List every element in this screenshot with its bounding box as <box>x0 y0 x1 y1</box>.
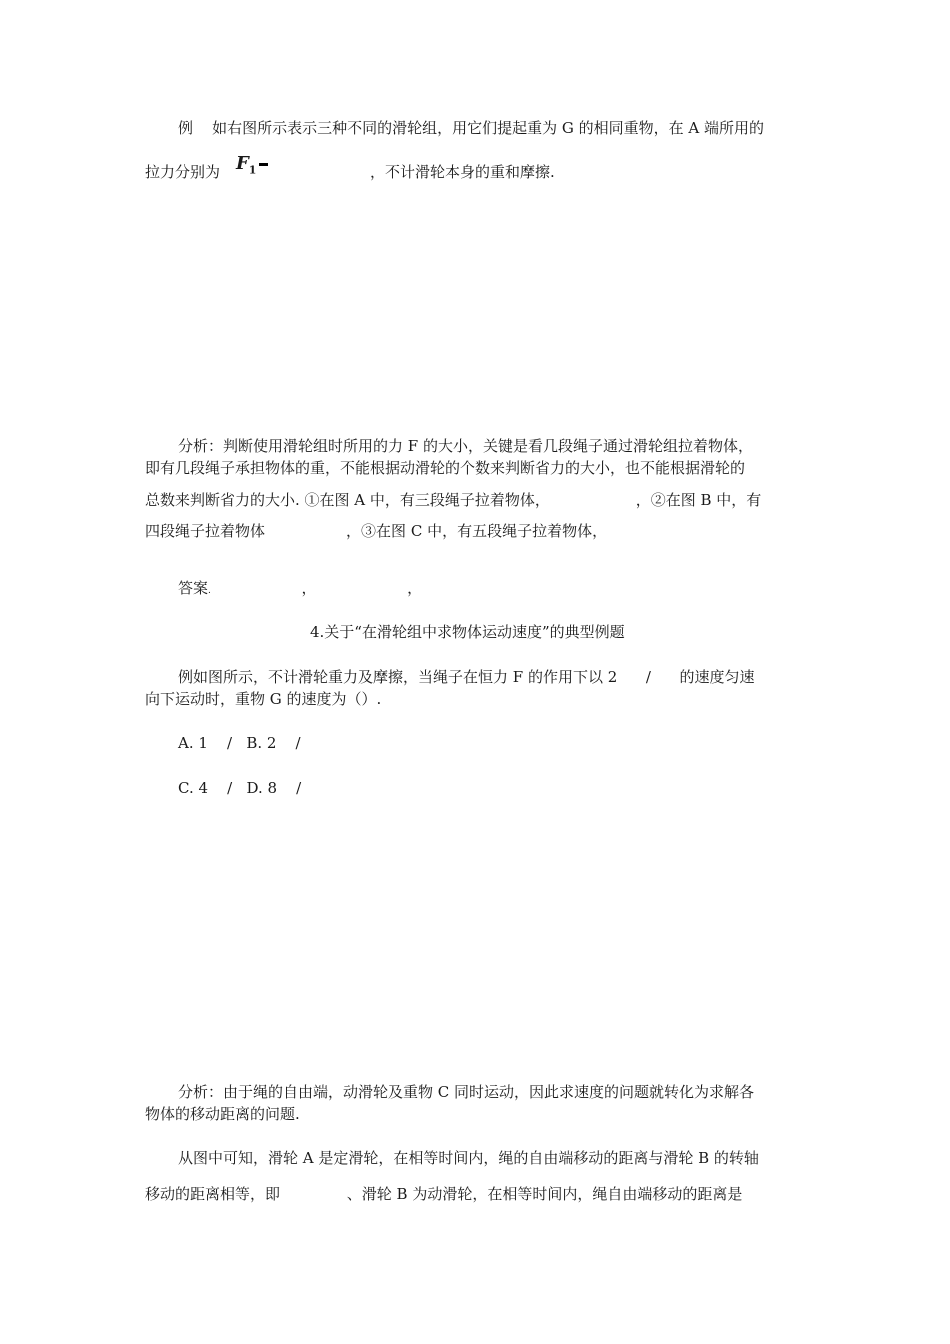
example2-options-cd: C. 4 / D. 8 / <box>178 779 302 797</box>
equation-f-subscript: 1 <box>248 163 257 177</box>
analysis1-line2: 即有几段绳子承担物体的重，不能根据动滑轮的个数来判断省力的大小，也不能根据滑轮的 <box>145 459 746 477</box>
answer1-label: 答案 <box>178 579 209 597</box>
example2-options-ab: A. 1 / B. 2 / <box>178 734 301 752</box>
answer1-blanks: ， ， <box>210 579 423 597</box>
equation-equals-mark <box>259 163 268 166</box>
paragraph-line2: 移动的距离相等，即 、滑轮 B 为动滑轮，在相等时间内，绳自由端移动的距离是 <box>145 1185 743 1203</box>
answer1 <box>178 578 422 601</box>
example1-line2-left: 拉力分别为 <box>145 163 221 181</box>
example1-line1: 例 如右图所示表示三种不同的滑轮组，用它们提起重为 G 的相同重物，在 A 端所用的 <box>178 119 764 137</box>
example2-line1: 例如图所示，不计滑轮重力及摩擦，当绳子在恒力 F 的作用下以 2 / 的速度匀速 <box>178 668 755 686</box>
paragraph-line1: 从图中可知，滑轮 A 是定滑轮，在相等时间内，绳的自由端移动的距离与滑轮 B 的转轴 <box>178 1149 759 1167</box>
analysis2-line1: 分析：由于绳的自由端，动滑轮及重物 C 同时运动，因此求速度的问题就转化为求解各 <box>178 1083 755 1101</box>
equation-f1 <box>236 153 268 177</box>
answer1-mark: . <box>208 586 211 596</box>
example1-line2-right: ，不计滑轮本身的重和摩擦. <box>370 163 555 181</box>
equation-f-letter: F <box>236 153 249 174</box>
analysis1-line1: 分析：判断使用滑轮组时所用的力 F 的大小，关键是看几段绳子通过滑轮组拉着物体， <box>178 437 753 455</box>
analysis1-line3: 总数来判断省力的大小. ①在图 A 中，有三段绳子拉着物体， ，②在图 B 中，有 <box>145 491 762 509</box>
analysis1-line4: 四段绳子拉着物体 ，③在图 C 中，有五段绳子拉着物体， <box>145 522 608 540</box>
example2-line2: 向下运动时，重物 G 的速度为（）. <box>145 690 382 708</box>
analysis2-line2: 物体的移动距离的问题. <box>145 1105 300 1123</box>
section4-title: 4.关于“在滑轮组中求物体运动速度”的典型例题 <box>310 623 625 641</box>
